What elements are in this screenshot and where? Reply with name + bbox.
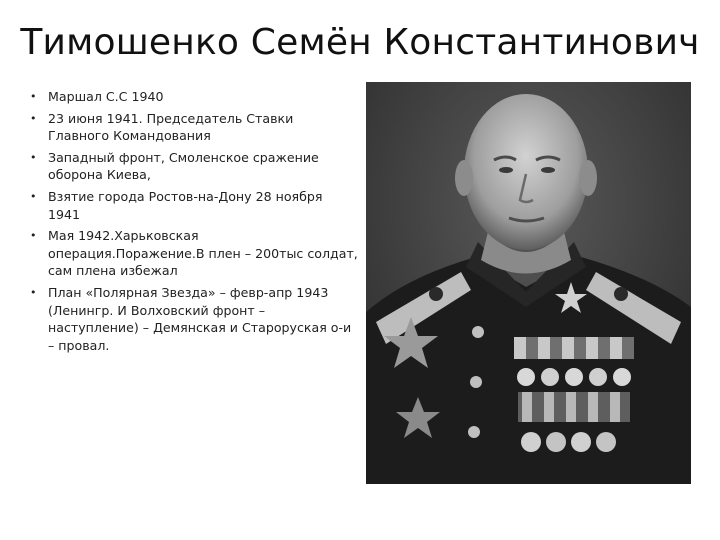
bullet-icon: • <box>30 189 37 203</box>
shoulder-star-left <box>429 287 443 301</box>
bullet-icon: • <box>30 285 37 299</box>
bullet-icon: • <box>30 90 37 103</box>
bullet-text: Взятие города Ростов-на-Дону 28 ноября 1941 <box>48 188 323 222</box>
bullet-item <box>28 188 358 223</box>
bullet-item <box>28 88 358 106</box>
head <box>464 94 588 250</box>
bullet-icon: • <box>30 150 37 164</box>
portrait-photo <box>366 82 691 484</box>
bullet-item <box>28 149 358 184</box>
bullet-list <box>28 88 358 358</box>
bullet-text: Западный фронт, Смоленское сражение оборона Киева, <box>48 149 319 183</box>
bullet-icon: • <box>30 229 37 243</box>
bullet-icon: • <box>30 111 37 125</box>
eye-right <box>541 167 555 173</box>
shoulder-star-right <box>614 287 628 301</box>
bullet-text: План «Полярная Звезда» – февр-апр 1943 (Ленингр. И Волховский фронт – наступление) – Демянская и Староруская о-и – провал. <box>48 284 352 353</box>
ear-left <box>455 160 473 196</box>
eye-left <box>499 167 513 173</box>
bullet-text: Мая 1942.Харьковская операция.Поражение.В плен – 200тыс солдат, сам плена избежал <box>48 228 358 279</box>
bullet-item <box>28 227 358 280</box>
slide-title: Тимошенко Семён Константинович <box>20 22 700 63</box>
bullet-text: 23 июня 1941. Председатель Ставки Главного Командования <box>48 110 294 144</box>
bullet-text: Маршал С.С 1940 <box>48 89 164 104</box>
bullet-item <box>28 110 358 145</box>
ear-right <box>579 160 597 196</box>
portrait-illustration <box>366 82 691 484</box>
bullet-item <box>28 284 358 354</box>
